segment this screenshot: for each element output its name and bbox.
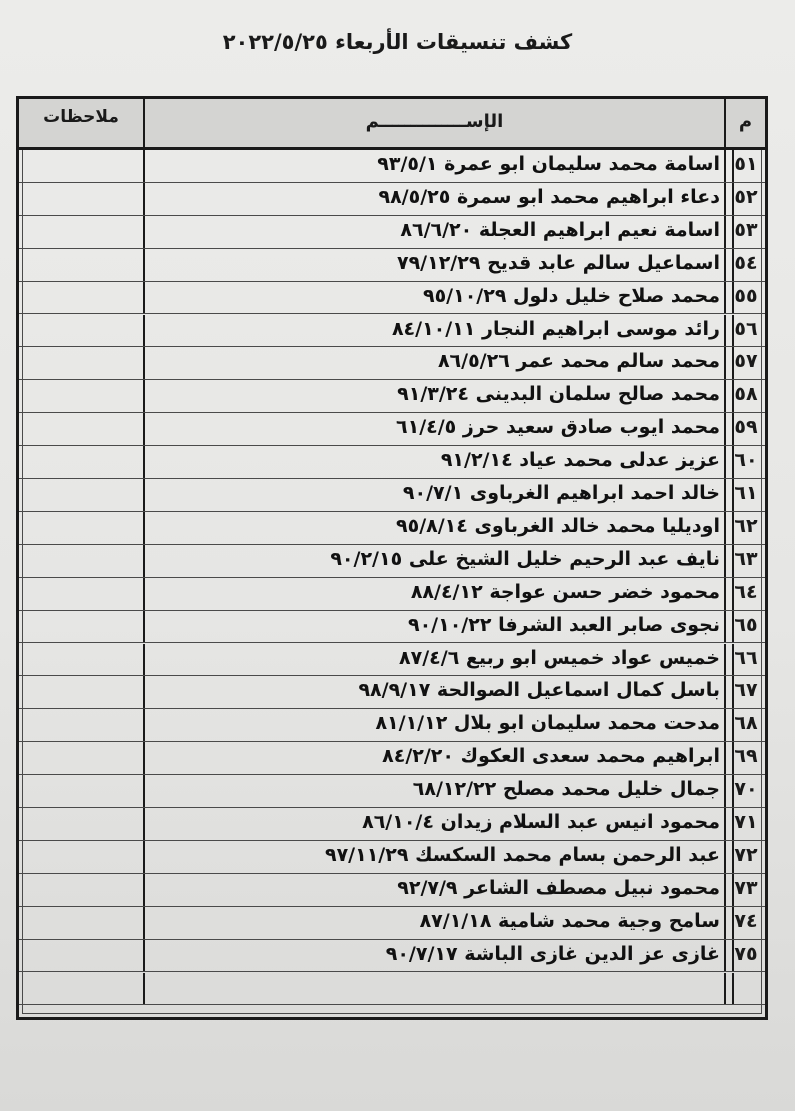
row-notes-cell	[19, 874, 143, 906]
row-number: ٧٠	[734, 778, 758, 801]
row-name: مدحت محمد سليمان ابو بلال ٨١/١/١٢	[375, 712, 720, 735]
row-notes-cell	[19, 249, 143, 281]
table-row	[19, 611, 765, 644]
row-name: محمود انيس عبد السلام زيدان ٨٦/١٠/٤	[362, 811, 720, 833]
row-number-cell	[724, 315, 765, 347]
row-number-cell	[724, 578, 765, 610]
row-name-cell	[143, 183, 724, 215]
row-notes-cell	[19, 216, 143, 248]
row-name: ابراهيم محمد سعدى العكوك ٨٤/٢/٢٠	[382, 745, 720, 768]
table-row	[19, 775, 765, 808]
row-number-cell	[724, 249, 765, 281]
row-notes-cell	[19, 742, 143, 774]
row-name: اسماعيل سالم عابد قديح ٧٩/١٢/٢٩	[396, 251, 720, 274]
table-row	[19, 150, 765, 183]
row-notes-cell	[19, 611, 143, 643]
row-number: ٧٢	[734, 843, 758, 866]
table-row	[19, 874, 765, 907]
row-name-cell	[143, 282, 724, 314]
row-name-cell	[143, 775, 724, 807]
row-notes-cell	[19, 775, 143, 807]
row-name: رائد موسى ابراهيم النجار ٨٤/١٠/١١	[391, 317, 720, 340]
row-number-cell	[724, 644, 765, 676]
row-name: نايف عبد الرحيم خليل الشيخ على ٩٠/٢/١٥	[330, 547, 720, 570]
table-row	[19, 808, 765, 841]
row-name: محمد صالح سلمان البدينى ٩١/٣/٢٤	[397, 383, 720, 406]
row-number: ٧١	[734, 811, 758, 833]
row-number: ٥٥	[734, 284, 758, 307]
row-notes-cell	[19, 545, 143, 577]
table-row	[19, 380, 765, 413]
row-number: ٦٣	[734, 547, 758, 570]
row-name: محمد ايوب صادق سعيد حرز ٦١/٤/٥	[396, 416, 720, 439]
row-number-divider	[732, 973, 734, 1005]
row-notes-cell	[19, 644, 143, 676]
header-name-cell	[143, 99, 724, 147]
row-number-cell	[724, 874, 765, 906]
row-name-cell	[143, 479, 724, 511]
row-name-cell	[143, 446, 724, 478]
row-number: ٦٠	[734, 449, 758, 472]
row-number: ٥٦	[734, 317, 758, 340]
document-title: كشف تنسيقات الأربعاء ٢٠٢٢/٥/٢٥	[222, 30, 573, 54]
table-row	[19, 973, 765, 1006]
row-name-cell	[143, 413, 724, 445]
row-number-cell	[724, 611, 765, 643]
row-name: نجوى صابر العبد الشرفا ٩٠/١٠/٢٢	[407, 613, 720, 636]
row-name-cell	[143, 841, 724, 873]
row-name-cell	[143, 973, 724, 1005]
row-number: ٧٤	[734, 909, 758, 932]
row-number-cell	[724, 676, 765, 708]
row-number-cell	[724, 216, 765, 248]
row-name: محمد سالم محمد عمر ٨٦/٥/٢٦	[437, 350, 720, 373]
row-name: غازى عز الدين غازى الباشة ٩٠/٧/١٧	[385, 942, 720, 965]
row-name: محمد صلاح خليل دلول ٩٥/١٠/٢٩	[422, 284, 720, 307]
row-name-cell	[143, 216, 724, 248]
row-number: ٦٥	[734, 613, 758, 636]
row-name-cell	[143, 545, 724, 577]
row-number: ٦٦	[734, 646, 758, 669]
row-notes-cell	[19, 380, 143, 412]
row-number-cell	[724, 775, 765, 807]
table-row	[19, 446, 765, 479]
row-notes-cell	[19, 709, 143, 741]
row-name-cell	[143, 512, 724, 544]
row-number-cell	[724, 347, 765, 379]
row-number-cell	[724, 808, 765, 840]
row-number-cell	[724, 150, 765, 182]
row-name: محمود نبيل مصطف الشاعر ٩٢/٧/٩	[397, 876, 720, 899]
row-name-cell	[143, 347, 724, 379]
row-name-cell	[143, 874, 724, 906]
row-name-cell	[143, 808, 724, 840]
row-number: ٥٣	[734, 218, 758, 241]
table-row	[19, 512, 765, 545]
row-name: عبد الرحمن بسام محمد السكسك ٩٧/١١/٢٩	[324, 843, 720, 866]
row-name-cell	[143, 150, 724, 182]
row-name: باسل كمال اسماعيل الصوالحة ٩٨/٩/١٧	[358, 679, 720, 702]
row-name-cell	[143, 742, 724, 774]
row-notes-cell	[19, 446, 143, 478]
table-row	[19, 216, 765, 249]
row-name-cell	[143, 249, 724, 281]
row-notes-cell	[19, 183, 143, 215]
header-notes: ملاحظات	[43, 107, 119, 127]
table-row	[19, 940, 765, 973]
row-name-cell	[143, 644, 724, 676]
row-name: اسامة محمد سليمان ابو عمرة ٩٣/٥/١	[377, 153, 720, 175]
row-name-cell	[143, 940, 724, 972]
row-name: خالد احمد ابراهيم الغرباوى ٩٠/٧/١	[402, 482, 720, 504]
table-row	[19, 413, 765, 446]
table-row	[19, 347, 765, 380]
row-name-cell	[143, 907, 724, 939]
row-notes-cell	[19, 150, 143, 182]
table-row	[19, 742, 765, 775]
header-number-cell	[724, 99, 765, 147]
row-name-cell	[143, 676, 724, 708]
row-name-cell	[143, 709, 724, 741]
row-number-cell	[724, 446, 765, 478]
row-notes-cell	[19, 907, 143, 939]
row-notes-cell	[19, 841, 143, 873]
row-notes-cell	[19, 413, 143, 445]
row-name: عزيز عدلى محمد عياد ٩١/٢/١٤	[440, 449, 720, 472]
row-number-cell	[724, 479, 765, 511]
row-notes-cell	[19, 315, 143, 347]
table-row	[19, 907, 765, 940]
names-table	[16, 96, 768, 1020]
row-name: سامح وجية محمد شامية ٨٧/١/١٨	[419, 909, 720, 932]
row-notes-cell	[19, 282, 143, 314]
row-number-cell	[724, 282, 765, 314]
row-name-cell	[143, 380, 724, 412]
row-number: ٥١	[734, 153, 758, 175]
row-name-cell	[143, 611, 724, 643]
row-notes-cell	[19, 676, 143, 708]
table-row	[19, 644, 765, 677]
row-notes-cell	[19, 347, 143, 379]
row-number: ٥٧	[734, 350, 758, 373]
table-row	[19, 545, 765, 578]
row-name-cell	[143, 578, 724, 610]
header-number: م	[738, 111, 753, 132]
row-notes-cell	[19, 512, 143, 544]
row-number-cell	[724, 742, 765, 774]
row-notes-cell	[19, 973, 143, 1005]
table-row	[19, 709, 765, 742]
row-notes-cell	[19, 578, 143, 610]
row-number: ٥٤	[734, 251, 758, 274]
row-number: ٦١	[734, 482, 758, 504]
row-number: ٥٩	[734, 416, 758, 439]
row-number: ٥٢	[734, 185, 758, 208]
row-name: دعاء ابراهيم محمد ابو سمرة ٩٨/٥/٢٥	[378, 185, 720, 208]
table-row	[19, 676, 765, 709]
row-notes-cell	[19, 940, 143, 972]
row-number: ٦٨	[734, 712, 758, 735]
row-number: ٧٥	[734, 942, 758, 965]
row-name: محمود خضر حسن عواجة ٨٨/٤/١٢	[410, 580, 720, 603]
row-number-cell	[724, 183, 765, 215]
row-number-cell	[724, 413, 765, 445]
table-row	[19, 315, 765, 348]
table-row	[19, 249, 765, 282]
row-number: ٦٩	[734, 745, 758, 768]
header-name: الإســــــــــــــم	[365, 111, 504, 132]
row-name: جمال خليل محمد مصلح ٦٨/١٢/٢٢	[412, 778, 720, 801]
table-row	[19, 841, 765, 874]
row-number: ٦٢	[734, 514, 758, 537]
row-number-cell	[724, 907, 765, 939]
row-number-cell	[724, 709, 765, 741]
row-number: ٧٣	[734, 876, 758, 899]
row-notes-cell	[19, 808, 143, 840]
table-row	[19, 282, 765, 315]
row-notes-cell	[19, 479, 143, 511]
row-name: خميس عواد خميس ابو ربيع ٨٧/٤/٦	[399, 646, 720, 669]
row-name: اوديليا محمد خالد الغرباوى ٩٥/٨/١٤	[396, 514, 720, 537]
row-number-cell	[724, 841, 765, 873]
row-number-cell	[724, 973, 765, 1005]
row-number: ٦٧	[734, 679, 758, 702]
row-number-cell	[724, 940, 765, 972]
row-name: اسامة نعيم ابراهيم العجلة ٨٦/٦/٢٠	[400, 218, 720, 241]
row-number: ٥٨	[734, 383, 758, 406]
header-notes-cell	[19, 99, 143, 147]
row-number-cell	[724, 512, 765, 544]
table-row	[19, 479, 765, 512]
table-row	[19, 183, 765, 216]
table-row	[19, 578, 765, 611]
table-header-row	[19, 99, 765, 150]
row-number: ٦٤	[734, 580, 758, 603]
row-number-cell	[724, 545, 765, 577]
row-name-cell	[143, 315, 724, 347]
row-number-cell	[724, 380, 765, 412]
